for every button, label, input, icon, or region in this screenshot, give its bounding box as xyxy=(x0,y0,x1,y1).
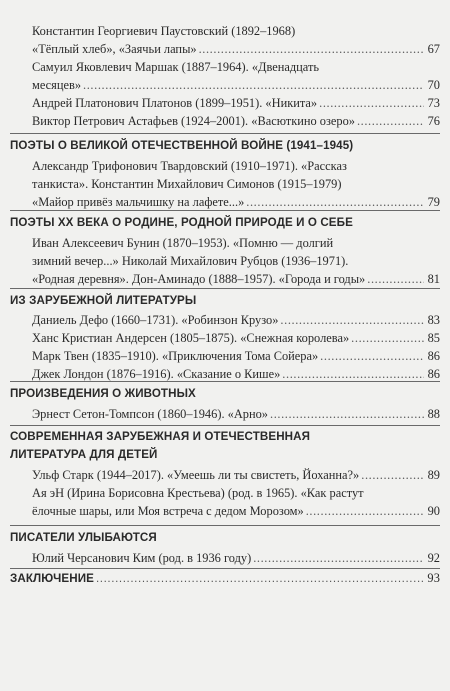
entry-text: танкиста». Константин Михайлович Симонов (1915–1979) xyxy=(32,177,342,191)
toc-entry-twain xyxy=(32,347,440,365)
toc-line xyxy=(32,234,440,252)
section-title: ИЗ ЗАРУБЕЖНОЙ ЛИТЕРАТУРЫ xyxy=(10,294,197,307)
toc-line xyxy=(32,549,440,567)
toc-entry-kim xyxy=(32,549,440,567)
leader-dots xyxy=(351,329,424,347)
toc-entry-marshak xyxy=(32,58,440,94)
section-title xyxy=(10,569,440,588)
toc-line xyxy=(32,112,440,130)
entry-text: Юлий Черсанович Ким (род. в 1936 году) xyxy=(32,551,252,565)
page-number: 89 xyxy=(427,468,440,482)
page-number: 86 xyxy=(427,367,440,381)
entry-text: Джек Лондон (1876–1916). «Сказание о Кише» xyxy=(32,367,281,381)
section-title-line: ЛИТЕРАТУРА ДЛЯ ДЕТЕЙ xyxy=(10,448,158,461)
entry-text: Иван Алексеевич Бунин (1870–1953). «Помню — долгий xyxy=(32,236,334,250)
page-number: 81 xyxy=(427,272,440,286)
leader-dots xyxy=(320,347,424,365)
toc-entry-platonov xyxy=(32,94,440,112)
entry-text: зимний вечер...» Николай Михайлович Рубцов (1936–1971). xyxy=(32,254,349,268)
entry-text: Александр Трифонович Твардовский (1910–1971). «Рассказ xyxy=(32,159,347,173)
leader-dots xyxy=(367,270,424,288)
page-number: 86 xyxy=(427,349,440,363)
toc-entry-andersen xyxy=(32,329,440,347)
page-number: 70 xyxy=(427,78,440,92)
toc-line xyxy=(32,311,440,329)
section-title: ПОЭТЫ О ВЕЛИКОЙ ОТЕЧЕСТВЕННОЙ ВОЙНЕ (1941–1945) xyxy=(10,139,354,152)
leader-dots xyxy=(270,405,424,423)
entry-text: «Тёплый хлеб», «Заячьи лапы» xyxy=(32,42,197,56)
section-divider xyxy=(10,288,440,289)
leader-dots xyxy=(199,40,424,58)
conclusion-title: ЗАКЛЮЧЕНИЕ xyxy=(10,572,94,585)
toc-entry-defoe xyxy=(32,311,440,329)
page-number: 92 xyxy=(427,551,440,565)
entry-text: ёлочные шары, или Моя встреча с дедом Морозом» xyxy=(32,504,304,518)
entry-text: Даниель Дефо (1660–1731). «Робинзон Крузо» xyxy=(32,313,279,327)
toc-entry-tvardovsky xyxy=(32,157,440,211)
toc-entry-bunin xyxy=(32,234,440,288)
entry-text: Ая эН (Ирина Борисовна Крестьева) (род. в 1965). «Как растут xyxy=(32,486,364,500)
section-divider xyxy=(10,525,440,526)
toc-line xyxy=(32,347,440,365)
page-number: 73 xyxy=(427,96,440,110)
toc-entry-paustovsky xyxy=(32,22,440,58)
page-number: 79 xyxy=(427,195,440,209)
toc-line xyxy=(32,329,440,347)
toc-line xyxy=(32,94,440,112)
toc-line xyxy=(32,157,440,175)
toc-line xyxy=(32,484,440,502)
section-divider xyxy=(10,425,440,426)
section-title-line: СОВРЕМЕННАЯ ЗАРУБЕЖНАЯ И ОТЕЧЕСТВЕННАЯ xyxy=(10,430,311,443)
toc-entry-seton-thompson xyxy=(32,405,440,423)
leader-dots xyxy=(96,569,425,588)
toc-line xyxy=(32,58,440,76)
leader-dots xyxy=(253,549,424,567)
toc-line xyxy=(32,193,440,211)
leader-dots xyxy=(83,76,424,94)
toc-entry-astafyev xyxy=(32,112,440,130)
entry-text: Самуил Яковлевич Маршак (1887–1964). «Двенадцать xyxy=(32,60,320,74)
entry-text: Виктор Петрович Астафьев (1924–2001). «Васюткино озеро» xyxy=(32,114,355,128)
section-divider xyxy=(10,133,440,134)
entry-text: месяцев» xyxy=(32,78,82,92)
page-number: 85 xyxy=(427,331,440,345)
toc-line xyxy=(32,502,440,520)
page-number: 90 xyxy=(427,504,440,518)
page-number: 83 xyxy=(427,313,440,327)
leader-dots xyxy=(246,193,424,211)
toc-entry-aya-en xyxy=(32,484,440,520)
leader-dots xyxy=(361,466,424,484)
leader-dots xyxy=(280,311,424,329)
toc-line xyxy=(32,40,440,58)
section-divider xyxy=(10,210,440,211)
toc-line xyxy=(32,76,440,94)
toc-entry-stark xyxy=(32,466,440,484)
page-number: 76 xyxy=(427,114,440,128)
toc-line xyxy=(32,22,440,40)
toc-line xyxy=(32,466,440,484)
entry-text: Андрей Платонович Платонов (1899–1951). «Никита» xyxy=(32,96,318,110)
section-title xyxy=(10,428,440,464)
entry-text: «Майор привёз мальчишку на лафете...» xyxy=(32,195,245,209)
section-title: ПИСАТЕЛИ УЛЫБАЮТСЯ xyxy=(10,531,157,544)
page-number: 88 xyxy=(427,407,440,421)
entry-text: Эрнест Сетон-Томпсон (1860–1946). «Арно» xyxy=(32,407,269,421)
toc-line xyxy=(32,175,440,193)
toc-line xyxy=(32,252,440,270)
leader-dots xyxy=(306,502,424,520)
leader-dots xyxy=(357,112,424,130)
page-number: 67 xyxy=(427,42,440,56)
entry-text: Ханс Кристиан Андерсен (1805–1875). «Снежная королева» xyxy=(32,331,350,345)
entry-text: Марк Твен (1835–1910). «Приключения Тома Сойера» xyxy=(32,349,319,363)
page-number: 93 xyxy=(427,571,440,585)
entry-text: Ульф Старк (1944–2017). «Умеешь ли ты свистеть, Йоханна?» xyxy=(32,468,360,482)
section-title: ПОЭТЫ XX ВЕКА О РОДИНЕ, РОДНОЙ ПРИРОДЕ И О СЕБЕ xyxy=(10,216,353,229)
toc-line xyxy=(32,270,440,288)
section-divider xyxy=(10,381,440,382)
entry-text: Константин Георгиевич Паустовский (1892–1968) xyxy=(32,24,296,38)
leader-dots xyxy=(319,94,424,112)
section-title: ПРОИЗВЕДЕНИЯ О ЖИВОТНЫХ xyxy=(10,387,196,400)
toc-line xyxy=(32,405,440,423)
entry-text: «Родная деревня». Дон-Аминадо (1888–1957). «Города и годы» xyxy=(32,272,366,286)
